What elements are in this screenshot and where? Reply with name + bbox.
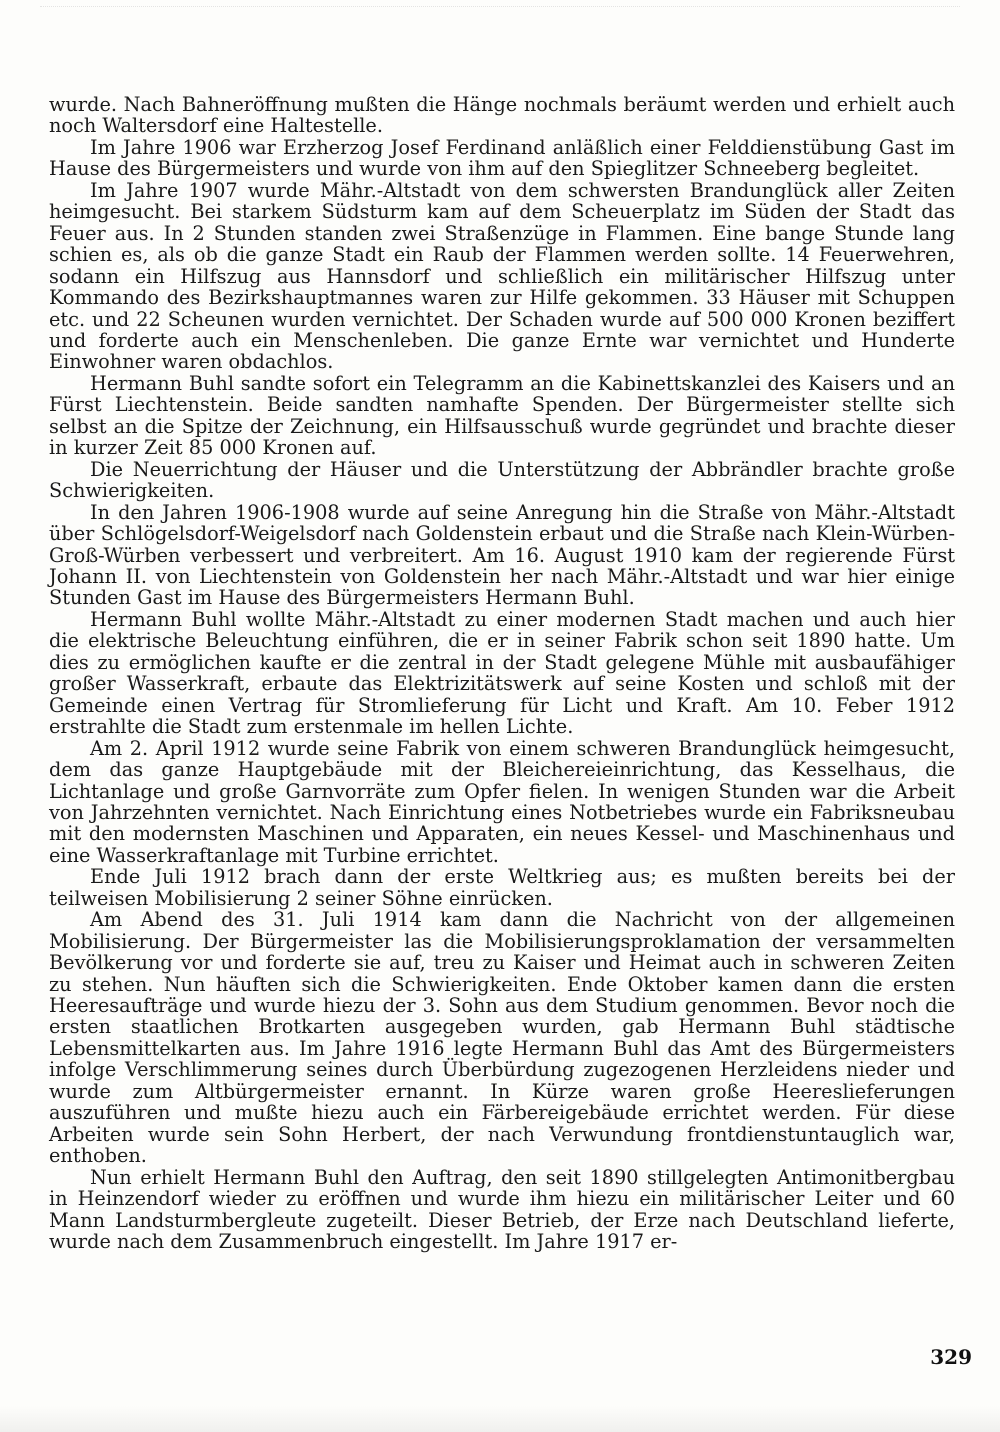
paragraph: Am 2. April 1912 wurde seine Fabrik von einem schweren Brandunglück heimgesucht, dem das ganze Hauptgebäude mit der Bleichereieinrichtung, das Kesselhaus, die Lichtanlage und große Garnvorräte zum Opfer fielen. In wenigen Stunden war die Arbeit von Jahrzehnten vernichtet. Nach Einrichtung eines Notbetriebes wurde ein Fabriksneubau mit den modernsten Maschinen und Apparaten, ein neues Kessel- und Maschinenhaus und eine Wasserkraftanlage mit Turbine errichtet.	[49, 736, 955, 867]
paragraph: Die Neuerrichtung der Häuser und die Unterstützung der Abbrändler brachte große Schwierigkeiten.	[49, 457, 955, 503]
body-text	[49, 94, 955, 1252]
paragraph: Hermann Buhl sandte sofort ein Telegramm an die Kabinettskanzlei des Kaisers und an Fürst Liechtenstein. Beide sandten namhafte Spenden. Der Bürgermeister stellte sich selbst an die Spitze der Zeichnung, ein Hilfsausschuß wurde gegründet und brachte dieser in kurzer Zeit 85 000 Kronen auf.	[49, 371, 955, 460]
scan-bottom-edge	[0, 1406, 1000, 1432]
paragraph: In den Jahren 1906-1908 wurde auf seine Anregung hin die Straße von Mähr.-Altstadt über Schlögelsdorf-Weigelsdorf nach Goldenstein erbaut und die Straße nach Klein-Würben-Groß-Würben verbessert und verbreitert. Am 16. August 1910 kam der regierende Fürst Johann II. von Liechtenstein von Goldenstein her nach Mähr.-Altstadt und war hier einige Stunden Gast im Hause des Bürgermeisters Hermann Buhl.	[49, 500, 955, 610]
scan-edge-marks	[40, 6, 960, 19]
paragraph: wurde. Nach Bahneröffnung mußten die Hänge nochmals beräumt werden und erhielt auch noch Waltersdorf eine Haltestelle.	[49, 93, 955, 138]
paragraph: Im Jahre 1907 wurde Mähr.-Altstadt von dem schwersten Brandunglück aller Zeiten heimgesucht. Bei starkem Südsturm kam auf dem Scheuerplatz im Süden der Stadt das Feuer aus. In 2 Stunden standen zwei Straßenzüge in Flammen. Eine bange Stunde lang schien es, als ob die ganze Stadt ein Raub der Flammen werden sollte. 14 Feuerwehren, sodann ein Hilfszug aus Hannsdorf und schließlich ein militärischer Hilfszug unter Kommando des Bezirkshauptmannes waren zur Hilfe gekommen. 33 Häuser mit Schuppen etc. und 22 Scheunen wurden vernichtet. Der Schaden wurde auf 500 000 Kronen beziffert und forderte auch ein Menschenleben. Die ganze Ernte war vernichtet und Hunderte Einwohner waren obdachlos.	[49, 178, 955, 374]
paragraph: Im Jahre 1906 war Erzherzog Josef Ferdinand anläßlich einer Felddienstübung Gast im Hause des Bürgermeisters und wurde von ihm auf den Spieglitzer Schneeberg begleitet.	[49, 135, 955, 181]
page-number: 329	[930, 1345, 972, 1369]
paragraph: Nun erhielt Hermann Buhl den Auftrag, den seit 1890 stillgelegten Antimonitbergbau in Heinzendorf wieder zu eröffnen und wurde ihm hiezu ein militärischer Leiter und 60 Mann Landsturmbergleute zugeteilt. Dieser Betrieb, der Erze nach Deutschland lieferte, wurde nach dem Zusammenbruch eingestellt. Im Jahre 1917 er-	[49, 1165, 955, 1254]
paragraph: Hermann Buhl wollte Mähr.-Altstadt zu einer modernen Stadt machen und auch hier die elektrische Beleuchtung einführen, die er in seiner Fabrik schon seit 1890 hatte. Um dies zu ermöglichen kaufte er die zentral in der Stadt gelegene Mühle mit ausbaufähiger großer Wasserkraft, erbaute das Elektrizitätswerk auf seine Kosten und schloß mit der Gemeinde einen Vertrag für Stromlieferung für Licht und Kraft. Am 10. Feber 1912 erstrahlte die Stadt zum erstenmale im hellen Lichte.	[49, 607, 955, 739]
paragraph: Am Abend des 31. Juli 1914 kam dann die Nachricht von der allgemeinen Mobilisierung. Der Bürgermeister las die Mobilisierungsproklamation der versammelten Bevölkerung vor und forderte sie auf, treu zu Kaiser und Heimat auch in schweren Zeiten zu stehen. Nun häuften sich die Schwierigkeiten. Ende Oktober kamen dann die ersten Heeresaufträge und wurde hiezu der 3. Sohn aus dem Studium genommen. Bevor noch die ersten staatlichen Brotkarten ausgegeben wurden, gab Hermann Buhl städtische Lebensmittelkarten aus. Im Jahre 1916 legte Hermann Buhl das Amt des Bürgermeisters infolge Verschlimmerung seines durch Überbürdung zugezogenen Herzleidens nieder und wurde zum Altbürgermeister ernannt. In Kürze waren große Heereslieferungen auszuführen und mußte hiezu auch ein Färbereigebäude errichtet werden. Für diese Arbeiten wurde sein Sohn Herbert, der nach Verwundung frontdienstuntauglich war, enthoben.	[49, 908, 955, 1168]
paragraph: Ende Juli 1912 brach dann der erste Weltkrieg aus; es mußten bereits bei der teilweisen Mobilisierung 2 seiner Söhne einrücken.	[49, 865, 955, 910]
